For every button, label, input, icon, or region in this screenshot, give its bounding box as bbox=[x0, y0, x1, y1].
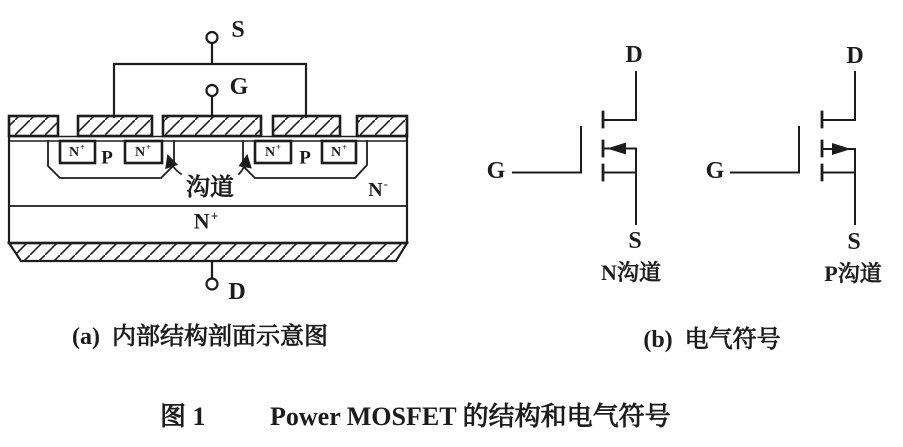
terminal-circle-gate bbox=[207, 85, 218, 96]
nch-type-label: N沟道 bbox=[601, 260, 661, 285]
region-label-nplus-substrate: N+ bbox=[193, 208, 219, 234]
nch-source-label: S bbox=[628, 228, 642, 254]
terminal-label-source: S bbox=[231, 17, 245, 43]
region-label-p-left: P bbox=[101, 147, 113, 169]
gate-electrode bbox=[163, 116, 261, 136]
panel-a-caption: (a) 内部结构剖面示意图 bbox=[72, 324, 328, 350]
nch-body-arrow bbox=[607, 143, 626, 155]
nchannel-mosfet-symbol bbox=[513, 72, 636, 224]
region-label-p-right: P bbox=[299, 147, 311, 169]
region-label-nplus-well-1: N+ bbox=[69, 143, 85, 160]
pch-gate-lead bbox=[731, 127, 799, 173]
terminal-label-gate: G bbox=[229, 74, 249, 100]
region-label-nplus-well-2: N+ bbox=[135, 143, 151, 160]
nch-drain-lead bbox=[604, 72, 636, 120]
top-metal-electrodes bbox=[9, 116, 407, 136]
nch-gate-label: G bbox=[486, 158, 506, 184]
channel-label: 沟道 bbox=[186, 175, 234, 201]
pch-gate-label: G bbox=[705, 158, 725, 184]
terminal-circle-drain bbox=[207, 279, 218, 290]
nch-drain-label: D bbox=[625, 42, 643, 68]
region-label-nplus-well-3: N+ bbox=[265, 143, 281, 160]
nch-source-lead bbox=[604, 149, 636, 225]
drain-metal bbox=[9, 243, 407, 261]
terminal-circle-source bbox=[207, 32, 218, 43]
panel-b-caption: (b) 电气符号 bbox=[643, 327, 781, 353]
terminal-label-drain: D bbox=[228, 279, 246, 305]
region-label-nminus: N- bbox=[368, 177, 388, 201]
structure-cross-section bbox=[9, 32, 407, 290]
nch-gate-lead bbox=[513, 127, 581, 173]
figure-number: 图 1 bbox=[160, 402, 206, 431]
source-gate-wires bbox=[114, 32, 306, 117]
drain-wire bbox=[207, 261, 218, 290]
figure-title: Power MOSFET 的结构和电气符号 bbox=[270, 402, 671, 431]
pchannel-mosfet-symbol bbox=[731, 72, 855, 224]
pch-body-arrow bbox=[832, 143, 851, 155]
pch-type-label: P沟道 bbox=[824, 261, 882, 286]
pch-source-lead bbox=[823, 149, 855, 224]
channel-pointer-arrows bbox=[168, 156, 247, 174]
pch-drain-label: D bbox=[846, 43, 864, 69]
pch-source-label: S bbox=[847, 229, 861, 255]
region-label-nplus-well-4: N+ bbox=[331, 143, 347, 160]
pch-drain-lead bbox=[823, 72, 855, 120]
